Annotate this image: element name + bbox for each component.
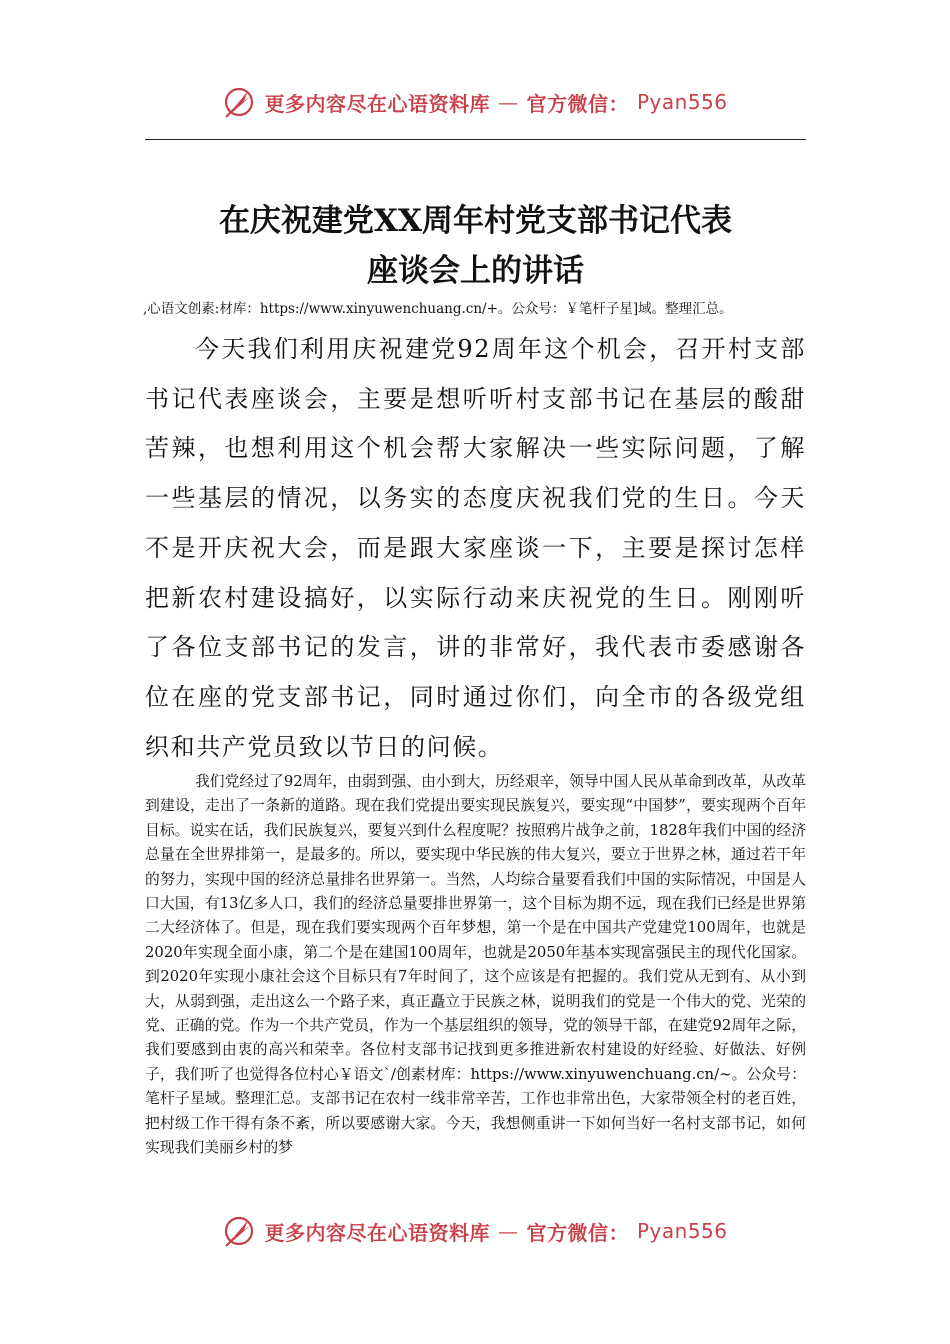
footer-watermark-banner — [0, 1211, 950, 1251]
banner-separator: — — [497, 90, 519, 114]
banner-wechat-id: Pyan556 — [636, 90, 728, 114]
header-watermark-banner — [0, 82, 950, 122]
source-note: ,心语文创素:材库：https://www.xinyuwenchuang.cn/+。公众号：￥笔杆子星]域。整理汇总。 — [143, 301, 733, 317]
title-line-1: 在庆祝建党XX周年村党支部书记代表 — [218, 203, 733, 239]
quill-logo-icon — [222, 85, 256, 119]
banner-text: 更多内容尽在心语资料库 — [264, 1220, 490, 1245]
banner-wechat-label: 官方微信： — [526, 91, 629, 116]
banner-wechat-id: Pyan556 — [636, 1219, 728, 1243]
banner-text: 更多内容尽在心语资料库 — [264, 91, 490, 116]
lead-paragraph: 今天我们利用庆祝建党92周年这个机会，召开村支部书记代表座谈会，主要是想听听村支部书记在基层的酸甜苦辣，也想利用这个机会帮大家解决一些实际问题，了解一些基层的情况，以务实的态度庆祝我们党的生日。今天不是开庆祝大会，而是跟大家座谈一下，主要是探讨怎样把新农村建设搞好，以实际行动来庆祝党的生日。刚刚听了各位支部书记的发言，讲的非常好，我代表市委感谢各位在座的党支部书记，同时通过你们，向全市的各级党组织和共产党员致以节日的问候。 — [145, 335, 806, 761]
banner-wechat-label: 官方微信： — [526, 1220, 629, 1245]
body-paragraph: 我们党经过了92周年，由弱到强、由小到大，历经艰辛，领导中国人民从革命到改革，从改革到建设，走出了一条新的道路。现在我们党提出要实现民族复兴，要实现“中国梦”，要实现两个百年目标。说实在话，我们民族复兴，要复兴到什么程度呢？按照鸦片战争之前，1828年我们中国的经济总量在全世界排第一，是最多的。所以，要实现中华民族的伟大复兴，要立于世界之林，通过若干年的努力，实现中国的经济总量排名世界第一。当然，人均综合量要看我们中国的实际情况，中国是人口大国，有13亿多人口，我们的经济总量要排世界第一，这个目标为期不远，现在我们已经是世界第二大经济体了。但是，现在我们要实现两个百年梦想，第一个是在中国共产党建党100周年，也就是2020年实现全面小康，第二个是在建国100周年，也就是2050年基本实现富强民主的现代化国家。到2020年实现小康社会这个目标只有7年时间了，这个应该是有把握的。我们党从无到有、从小到大，从弱到强，走出这么一个路子来，真正矗立于民族之林，说明我们的党是一个伟大的党、光荣的党、正确的党。作为一个共产党员，作为一个基层组织的领导，党的领导干部，在建党92周年之际，我们要感到由衷的高兴和荣幸。各位村支部书记找到更多推进新农村建设的好经验、好做法、好例子，我们听了也觉得各位村心￥语文`/创素材库：https://www.xinyuwenchuang.cn/~。公众号：笔杆子星域。整理汇总。支部书记在农村一线非常辛苦，工作也非常出色，大家带领全村的老百姓，把村级工作干得有条不紊，所以要感谢大家。今天，我想侧重讲一下如何当好一名村支部书记，如何实现我们美丽乡村的梦 — [145, 773, 806, 1157]
title-line-2: 座谈会上的讲话 — [367, 253, 584, 289]
quill-logo-icon — [222, 1214, 256, 1248]
banner-separator: — — [497, 1219, 519, 1243]
header-divider — [145, 139, 806, 140]
document-title — [145, 196, 806, 296]
